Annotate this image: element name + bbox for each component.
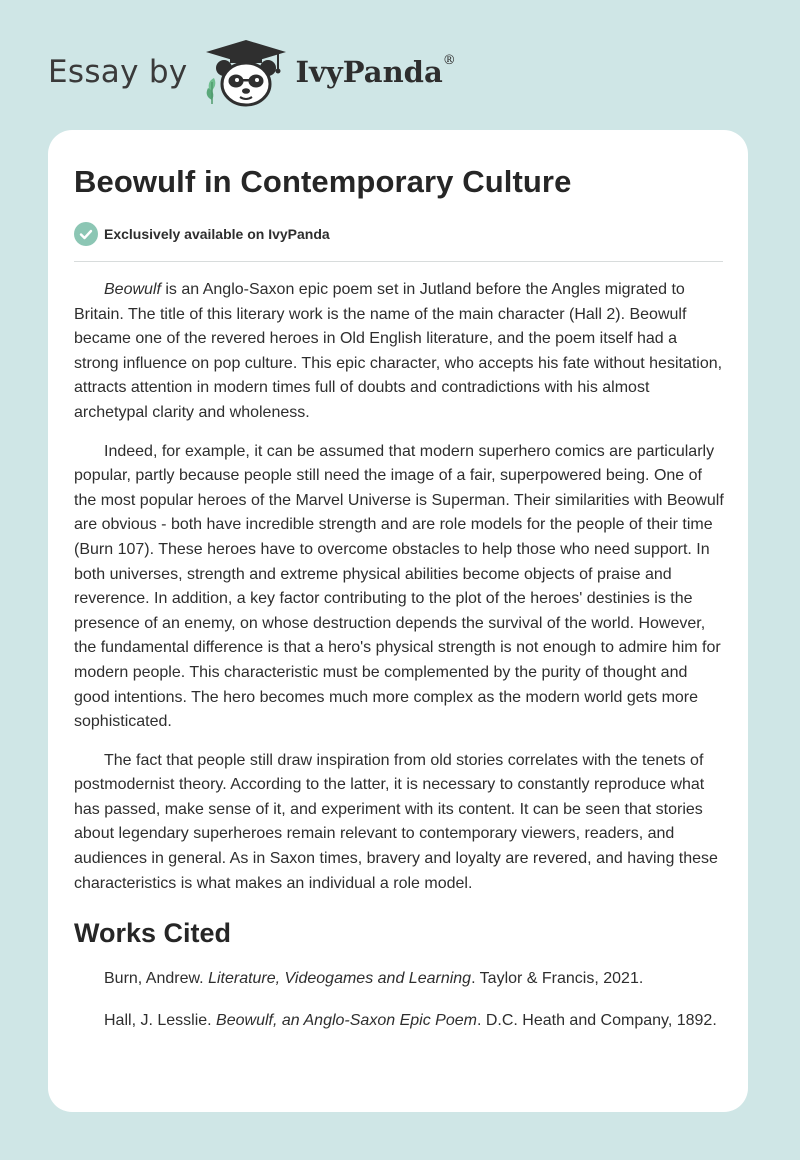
exclusive-badge-text: Exclusively available on IvyPanda [104, 226, 330, 242]
paragraph-1 [74, 278, 724, 426]
works-cited-heading: Works Cited [74, 918, 232, 949]
essay-body [74, 278, 724, 1050]
registered-mark: ® [442, 53, 456, 68]
site-header [48, 34, 456, 110]
exclusive-badge [74, 222, 330, 246]
paragraph-2 [74, 440, 724, 735]
brand-prefix: Essay by [48, 54, 188, 90]
essay-card [48, 130, 748, 1112]
citation-2 [74, 1009, 724, 1034]
citation-2-author: Hall, J. Lesslie. [104, 1011, 217, 1029]
panda-graduate-icon[interactable] [200, 34, 292, 110]
brand-name[interactable] [296, 55, 456, 89]
paragraph-3 [74, 749, 724, 897]
citation-1-rest: . Taylor & Francis, 2021. [471, 970, 644, 988]
paragraph-1-text: is an Anglo-Saxon epic poem set in Jutland before the Angles migrated to Britain. The title of this literary work is the name of the main character (Hall 2). Beowulf became one of the revered heroes in Old English literature, and the poem itself had a strong influence on pop culture. This epic character, who accepts his fate without hesitation, attracts attention in modern times full of doubts and contradictions with his almost archetypal clarity and wholeness. [74, 281, 723, 421]
citation-1-author: Burn, Andrew. [104, 970, 209, 988]
paragraph-3-text: The fact that people still draw inspiration from old stories correlates with the tenets of postmodernist theory. According to the latter, it is necessary to constantly reproduce what has passed, make sense of it, and experiment with its content. It can be seen that stories about legendary superheroes remain relevant to contemporary viewers, readers, and audiences in general. As in Saxon times, bravery and loyalty are revered, and having these characteristics is what makes an individual a role model. [74, 751, 718, 892]
check-circle-icon [74, 222, 98, 246]
paragraph-1-italic: Beowulf [104, 281, 161, 298]
citation-1-title: Literature, Videogames and Learning [208, 970, 472, 988]
divider [74, 261, 723, 262]
brand-name-text: IvyPanda [295, 55, 443, 89]
citation-2-title: Beowulf, an Anglo-Saxon Epic Poem [216, 1011, 477, 1029]
paragraph-2-text: Indeed, for example, it can be assumed that modern superhero comics are particularly popular, partly because people still need the image of a fair, superpowered being. One of the most popular heroes of the Marvel Universe is Superman. Their similarities with Beowulf are obvious - both have incredible strength and are role models for the people of their time (Burn 107). These heroes have to overcome obstacles to help those who need support. In both universes, strength and extreme physical abilities become objects of praise and reverence. In addition, a key factor contributing to the plot of the heroes' destinies is the presence of an enemy, on whose destruction depends the survival of the world. However, the fundamental difference is that a hero's physical strength is not enough to admire him for modern people. This characteristic must be complemented by the purity of thought and good intentions. The hero becomes much more complex as the modern world gets more sophisticated. [74, 442, 724, 731]
essay-title: Beowulf in Contemporary Culture [74, 164, 572, 199]
citation-2-rest: . D.C. Heath and Company, 1892. [476, 1011, 717, 1029]
citation-1 [74, 967, 724, 992]
